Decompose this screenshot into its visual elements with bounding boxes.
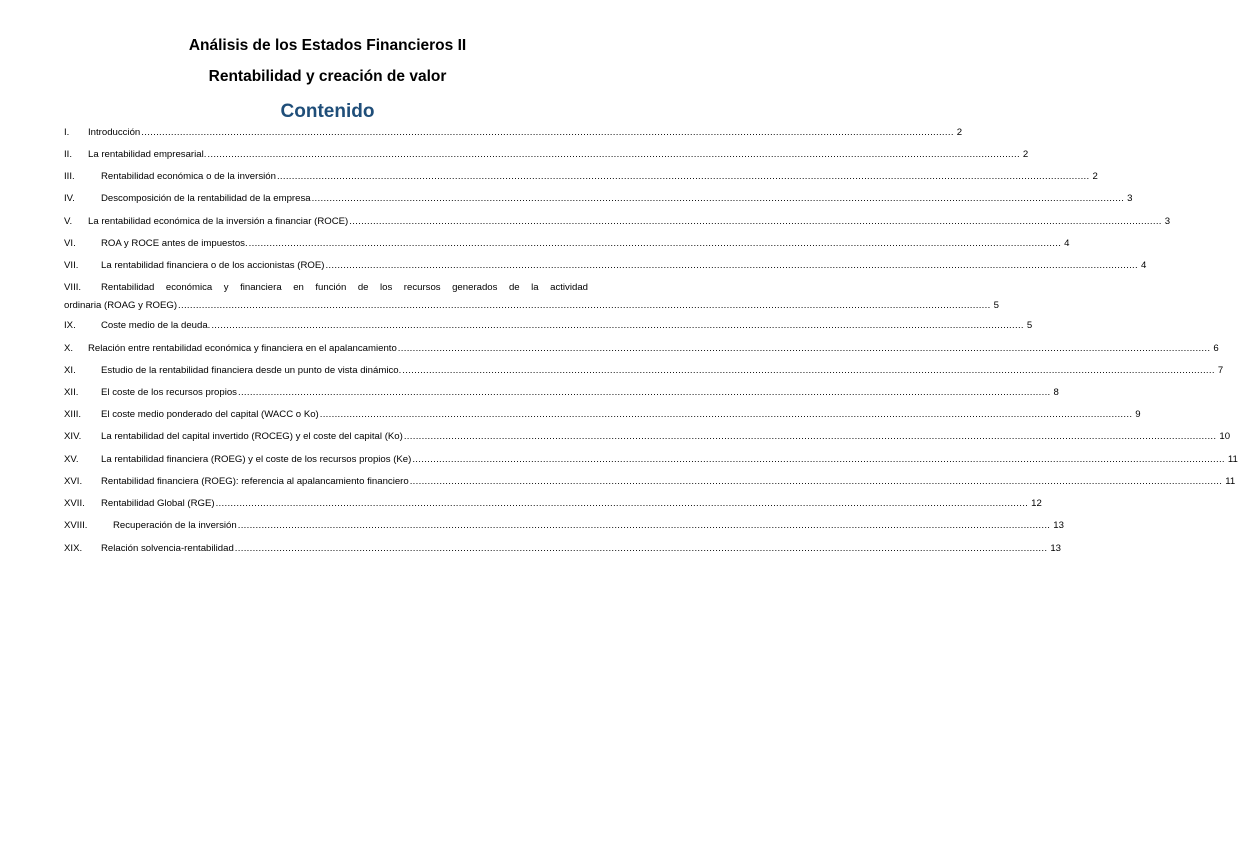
toc-leader-dots	[235, 542, 1048, 556]
toc-entry-number: XVII.	[64, 498, 85, 509]
toc-leader-dots	[412, 453, 1225, 467]
toc-entry-label: Descomposición de la rentabilidad de la empresa	[101, 193, 311, 204]
toc-entry-page: 2	[1092, 171, 1098, 182]
toc-entry[interactable]	[64, 497, 1042, 511]
toc-entry-label: Coste medio de la deuda.	[101, 320, 211, 331]
toc-leader-dots	[349, 215, 1162, 229]
document-title: Análisis de los Estados Financieros II	[188, 37, 467, 54]
toc-entry[interactable]	[64, 126, 963, 140]
toc-entry[interactable]	[64, 475, 1236, 489]
toc-entry[interactable]	[64, 237, 1070, 251]
toc-entry-number: XV.	[64, 454, 79, 465]
toc-leader-dots	[325, 259, 1138, 273]
toc-entry-label: Relación entre rentabilidad económica y financiera en el apalancamiento	[88, 343, 397, 354]
toc-leader-dots	[320, 408, 1133, 422]
toc-leader-dots	[410, 475, 1223, 489]
toc-entry-page: 4	[1064, 238, 1070, 249]
toc-entry-page: 5	[1026, 320, 1033, 331]
toc-entry-label: La rentabilidad empresarial.	[88, 149, 207, 160]
toc-entry-number: XI.	[64, 365, 76, 376]
toc-entry-page: 7	[1217, 365, 1224, 376]
toc-entry-number: I.	[64, 127, 70, 138]
toc-entry[interactable]	[64, 215, 1171, 229]
toc-leader-dots	[238, 386, 1051, 400]
toc-entry[interactable]	[64, 148, 1029, 162]
toc-entry-page: 3	[1127, 193, 1133, 204]
toc-entry-number: III.	[64, 171, 75, 182]
toc-entry-page: 10	[1219, 431, 1231, 442]
toc-entry-page: 11	[1225, 476, 1236, 487]
toc-entry[interactable]	[64, 259, 1147, 273]
toc-entry-label: Relación solvencia-rentabilidad	[101, 543, 234, 554]
toc-leader-dots	[141, 126, 954, 140]
toc-leader-dots	[404, 430, 1217, 444]
toc-entry-number: XII.	[64, 387, 79, 398]
toc-entry-label: La rentabilidad financiera o de los accionistas (ROE)	[101, 260, 325, 271]
toc-entry-page: 12	[1031, 498, 1042, 509]
toc-entry-number: II.	[64, 149, 72, 160]
toc-leader-dots	[207, 148, 1020, 162]
toc-leader-dots	[238, 519, 1051, 533]
table-of-contents	[64, 0, 1238, 848]
toc-entry-page: 2	[956, 127, 963, 138]
toc-entry-label-continued: ordinaria (ROAG y ROEG)	[64, 300, 178, 311]
toc-leader-dots	[402, 364, 1215, 378]
document-subtitle: Rentabilidad y creación de valor	[208, 68, 447, 85]
toc-entry[interactable]	[64, 386, 1059, 400]
toc-leader-dots	[398, 342, 1211, 356]
toc-leader-dots	[216, 497, 1029, 511]
toc-entry[interactable]	[64, 430, 1231, 444]
toc-entry-label: La rentabilidad del capital invertido (ROCEG) y el coste del capital (Ko)	[101, 431, 403, 442]
toc-entry[interactable]	[64, 319, 1033, 333]
toc-entry-page: 2	[1022, 149, 1029, 160]
toc-entry[interactable]	[64, 453, 1238, 467]
toc-entry-number: IX.	[64, 320, 76, 331]
toc-entry-number: XVIII.	[64, 520, 88, 531]
toc-entry[interactable]	[64, 542, 1061, 556]
toc-entry[interactable]	[64, 342, 1219, 356]
toc-leader-dots	[249, 237, 1062, 251]
toc-entry-number: IV.	[64, 193, 75, 204]
toc-entry-page: 8	[1053, 387, 1059, 398]
toc-entry-label: La rentabilidad financiera (ROEG) y el coste de los recursos propios (Ke)	[101, 454, 412, 465]
toc-entry-label: Rentabilidad financiera (ROEG): referencia al apalancamiento financiero	[101, 476, 409, 487]
toc-entry[interactable]	[64, 408, 1141, 422]
toc-entry-number: X.	[64, 343, 74, 354]
toc-entry-number: XIV.	[64, 431, 82, 442]
toc-entry-number: XVI.	[64, 476, 83, 487]
toc-entry-number: XIII.	[64, 409, 82, 420]
toc-entry[interactable]	[64, 192, 1133, 206]
toc-entry-label: Introducción	[88, 127, 141, 138]
toc-entry-page: 9	[1135, 409, 1141, 420]
toc-leader-dots	[312, 192, 1125, 206]
toc-entry-page: 4	[1140, 260, 1147, 271]
toc-entry-page: 6	[1213, 343, 1219, 354]
toc-entry-number: VII.	[64, 260, 79, 271]
toc-entry[interactable]	[64, 364, 1224, 378]
toc-entry-number: V.	[64, 216, 73, 227]
toc-entry[interactable]	[64, 281, 999, 313]
toc-entry-label: El coste medio ponderado del capital (WACC o Ko)	[101, 409, 319, 420]
toc-entry-page: 5	[993, 300, 999, 311]
toc-entry-label: Estudio de la rentabilidad financiera desde un punto de vista dinámico.	[101, 365, 402, 376]
toc-entry-page: 3	[1164, 216, 1171, 227]
toc-entry-label: La rentabilidad económica de la inversión a financiar (ROCE)	[88, 216, 349, 227]
toc-entry-label: Recuperación de la inversión	[113, 520, 237, 531]
toc-leader-dots	[277, 170, 1090, 184]
toc-leader-dots	[178, 299, 991, 313]
toc-entry[interactable]	[64, 170, 1098, 184]
toc-entry[interactable]	[64, 519, 1064, 533]
toc-entry-label: Rentabilidad Global (RGE)	[101, 498, 215, 509]
toc-entry-page: 11	[1227, 454, 1238, 465]
contents-heading: Contenido	[280, 101, 375, 122]
toc-entry-label: Rentabilidad económica o de la inversión	[101, 171, 276, 182]
toc-leader-dots	[211, 319, 1024, 333]
toc-entry-label: El coste de los recursos propios	[101, 387, 237, 398]
toc-entry-label: Rentabilidad económica y financiera en función de los recursos generados de la actividad	[101, 282, 588, 293]
toc-entry-label: ROA y ROCE antes de impuestos.	[101, 238, 248, 249]
toc-entry-page: 13	[1053, 520, 1064, 531]
toc-entry-number: VIII.	[64, 282, 82, 293]
toc-entry-number: VI.	[64, 238, 76, 249]
toc-entry-number: XIX.	[64, 543, 83, 554]
toc-entry-page: 13	[1050, 543, 1061, 554]
